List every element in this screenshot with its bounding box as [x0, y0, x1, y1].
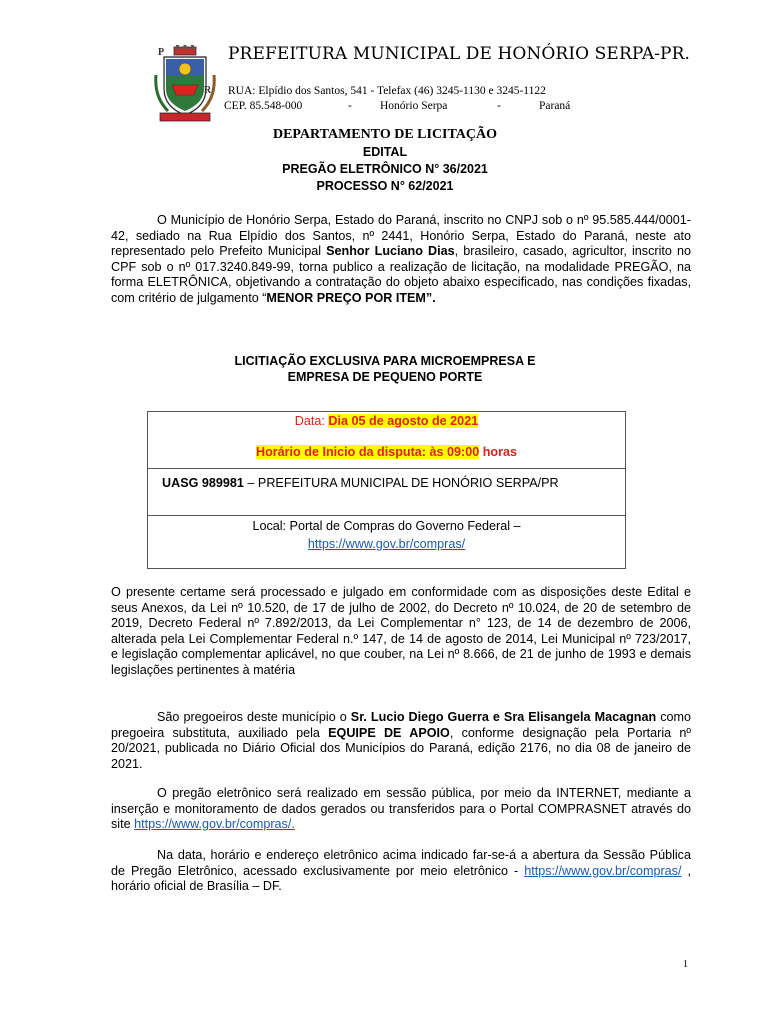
start-time-label: Horário de Inicio da disputa: às 09:00	[255, 445, 480, 459]
header-cep: CEP. 85.548-000	[224, 100, 303, 112]
auctioneers-paragraph	[111, 710, 691, 772]
auctioneers-text: São pregoeiros deste município o	[157, 710, 351, 724]
header-separator: -	[348, 100, 352, 112]
judging-criterion: MENOR PREÇO POR ITEM”.	[266, 290, 436, 305]
date-time-row	[148, 412, 625, 469]
page-number: 1	[683, 959, 688, 970]
location-text: Local: Portal de Compras do Governo Federal –	[252, 519, 521, 533]
legal-basis-paragraph	[111, 585, 691, 678]
exclusive-heading-line1: LICITIAÇÃO EXCLUSIVA PARA MICROEMPRESA E	[234, 354, 536, 368]
location-row	[148, 515, 625, 569]
mayor-name: Senhor Luciano Dias	[326, 244, 455, 258]
department-heading: DEPARTAMENTO DE LICITAÇÃO	[272, 127, 498, 142]
intro-text-2: , brasileiro, casado, agricultor, inscrito no CPF sob o nº 017.3240.849-99, torna publico a realização de licitação, na modalidade PREGÃO, na forma ELETRÔNICA, objetivando a contratação do objeto abaixo especificado, nas condições fixadas, com critério de julgamento “	[111, 244, 692, 305]
date-value: Dia 05 de agosto de 2021	[328, 414, 479, 428]
pregao-heading: PREGÃO ELETRÔNICO N° 36/2021	[282, 162, 488, 176]
date-line	[148, 414, 625, 428]
legal-basis-text: O presente certame será processado e julgado em conformidade com as disposições deste Edital e seus Anexos, da Lei nº 10.520, de 17 de julho de 2002, do Decreto nº 10.024, de 20 de setembro de 2019, Decreto Federal nº 7.892/2013, da Lei Complementar n° 123, de 14 de dezembro de 2006, alterada pela Lei Complementar Federal n.º 147, de 14 de agosto de 2014, Lei Municipal nº 723/2017, e legislação complementar aplicável, no que couber, na Lei nº 8.666, de 21 de junho de 1993 e demais legislações pertinentes à matéria	[111, 585, 691, 677]
header-separator: -	[497, 100, 501, 112]
start-time-suffix: horas	[479, 445, 518, 459]
exclusive-heading-line2: EMPRESA DE PEQUENO PORTE	[287, 370, 483, 384]
uasg-line	[162, 476, 639, 490]
session-opening-text: Na data, horário e endereço eletrônico acima indicado far-se-á a abertura da Sessão Pública de Pregão Eletrônico, acessado exclusivamente por meio eletrônico -	[111, 848, 691, 878]
intro-paragraph	[111, 213, 691, 306]
date-label: Data:	[294, 414, 329, 428]
intro-text: O Município de Honório Serpa, Estado do Paraná, inscrito no CNPJ sob o nº 95.585.444/0001-42, sediado na Rua Elpídio dos Santos, nº 2441, Honório Serpa, Estado do Paraná, neste ato representado pelo Prefeito Municipal	[111, 213, 691, 258]
auctioneer-names: Sr. Lucio Diego Guerra e Sra Elisangela Macagnan	[350, 710, 657, 724]
header-city: Honório Serpa	[380, 100, 448, 112]
support-team: EQUIPE DE APOIO	[328, 725, 450, 740]
start-time-line	[148, 445, 625, 459]
compras-link[interactable]: https://www.gov.br/compras/	[524, 863, 682, 878]
electronic-session-text: O pregão eletrônico será realizado em sessão pública, por meio da INTERNET, mediante a inserção e monitoramento de dados gerados ou transferidos para o Portal COMPRASNET através do site	[111, 786, 691, 831]
auctioneers-text-2: como pregoeira substituta, auxiliado pela	[111, 710, 692, 740]
edital-heading: EDITAL	[362, 145, 408, 159]
uasg-code: UASG 989981	[162, 476, 244, 490]
auction-info-box	[147, 411, 626, 569]
svg-text:P: P	[158, 47, 165, 58]
header-address: RUA: Elpídio dos Santos, 541 - Telefax (46) 3245-1130 e 3245-1122	[228, 85, 546, 97]
municipal-crest-icon	[154, 45, 216, 123]
session-opening-paragraph	[111, 848, 691, 895]
uasg-text: – PREFEITURA MUNICIPAL DE HONÓRIO SERPA/PR	[243, 476, 559, 490]
session-opening-text-2: , horário oficial de Brasília – DF.	[111, 863, 691, 893]
municipality-title: PREFEITURA MUNICIPAL DE HONÓRIO SERPA-PR.	[228, 44, 690, 64]
svg-text:R: R	[204, 85, 212, 96]
processo-heading: PROCESSO N° 62/2021	[316, 179, 454, 193]
electronic-session-paragraph	[111, 786, 691, 833]
auctioneers-text-3: , conforme designação pela Portaria nº 20/2021, publicada no Diário Oficial dos Municípios do Paraná, edição 2176, no dia 08 de janeiro de 2021.	[111, 725, 691, 771]
uasg-row	[148, 468, 625, 516]
comprasnet-link[interactable]: https://www.gov.br/compras/.	[134, 817, 295, 831]
compras-portal-link[interactable]: https://www.gov.br/compras/	[307, 537, 466, 551]
header-state: Paraná	[539, 100, 571, 112]
location-url-line	[148, 537, 625, 551]
